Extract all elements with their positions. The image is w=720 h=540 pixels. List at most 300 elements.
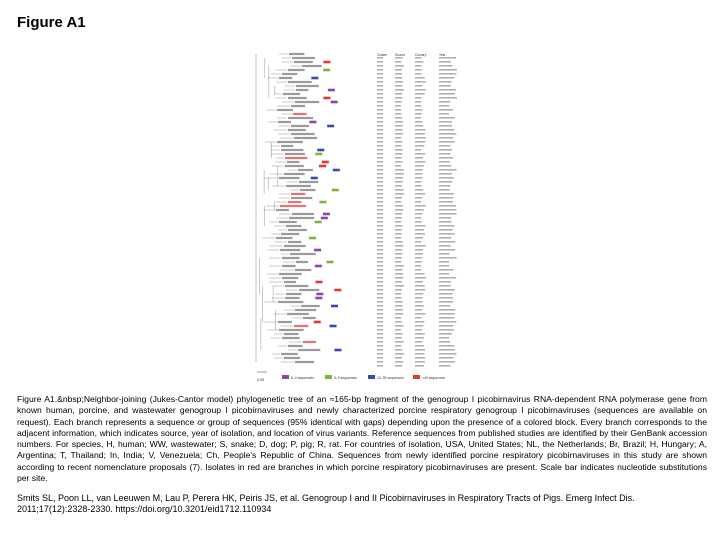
table-cell-mark — [395, 177, 403, 179]
table-cell-mark — [377, 125, 383, 127]
legend-label-red: >40 sequences — [422, 376, 446, 380]
table-cell-mark — [439, 317, 454, 319]
table-cell-mark — [415, 293, 423, 295]
table-cell-mark — [395, 253, 402, 255]
table-cell-mark — [439, 341, 450, 343]
tree-color-blocks — [309, 61, 341, 352]
table-cell-mark — [439, 285, 451, 287]
table-cell-mark — [415, 109, 422, 111]
table-cell-mark — [395, 201, 401, 203]
sequence-count-block — [333, 169, 340, 172]
table-cell-mark — [415, 61, 423, 63]
table-cell-mark — [415, 133, 425, 135]
table-cell-mark — [395, 333, 403, 335]
leaf-label-mark — [285, 157, 307, 159]
table-cell-mark — [415, 137, 426, 139]
sequence-count-block — [315, 221, 322, 224]
table-cell-mark — [415, 177, 422, 179]
sequence-count-block — [309, 237, 316, 240]
table-cell-mark — [377, 277, 383, 279]
table-cell-mark — [415, 357, 425, 359]
table-cell-mark — [395, 305, 403, 307]
leaf-label-mark — [284, 173, 305, 175]
table-cell-mark — [395, 205, 403, 207]
table-cell-mark — [377, 309, 383, 311]
table-cell-mark — [377, 273, 383, 275]
table-cell-mark — [439, 333, 452, 335]
table-cell-mark — [377, 137, 383, 139]
leaf-label-mark — [288, 117, 313, 119]
table-cell-mark — [415, 157, 423, 159]
table-cell-mark — [439, 241, 455, 243]
leaf-label-mark — [285, 297, 299, 299]
table-cell-mark — [415, 265, 421, 267]
table-cell-mark — [415, 153, 425, 155]
table-cell-mark — [415, 97, 421, 99]
table-cell-mark — [439, 305, 450, 307]
table-cell-mark — [377, 269, 383, 271]
leaf-label-mark — [284, 281, 296, 283]
table-cell-mark — [415, 121, 422, 123]
table-cell-mark — [439, 89, 456, 91]
table-cell-mark — [439, 173, 452, 175]
table-cell-mark — [377, 349, 383, 351]
table-cell-mark — [415, 73, 421, 75]
table-cell-mark — [439, 353, 456, 355]
leaf-label-mark — [288, 129, 306, 131]
sequence-count-block — [314, 321, 321, 324]
tree-legend — [282, 375, 445, 380]
table-cell-mark — [395, 325, 403, 327]
sequence-count-block — [330, 325, 337, 328]
leaf-label-mark — [296, 89, 308, 91]
leaf-label-mark — [292, 213, 314, 215]
table-cell-mark — [377, 253, 383, 255]
table-cell-mark — [439, 101, 450, 103]
table-cell-mark — [377, 153, 383, 155]
table-cell-mark — [415, 141, 425, 143]
phylogenetic-tree-figure — [253, 48, 469, 388]
table-cell-mark — [439, 77, 454, 79]
leaf-label-mark — [279, 273, 302, 275]
table-cell-mark — [395, 105, 401, 107]
sequence-count-block — [315, 265, 322, 268]
table-cell-mark — [439, 105, 449, 107]
isolate-info-table — [377, 53, 446, 57]
table-cell-mark — [395, 293, 401, 295]
table-cell-mark — [415, 129, 426, 131]
table-cell-mark — [377, 121, 383, 123]
table-cell-mark — [415, 189, 423, 191]
table-cell-mark — [395, 181, 403, 183]
table-cell-mark — [395, 161, 403, 163]
table-cell-mark — [395, 341, 404, 343]
table-cell-mark — [439, 345, 454, 347]
table-cell-mark — [395, 85, 402, 87]
leaf-label-mark — [288, 97, 307, 99]
table-cell-mark — [395, 117, 402, 119]
table-cell-mark — [439, 197, 453, 199]
leaf-label-mark — [284, 245, 306, 247]
table-cell-mark — [395, 277, 403, 279]
sequence-count-block — [334, 349, 341, 352]
table-cell-mark — [439, 125, 452, 127]
table-cell-mark — [377, 129, 383, 131]
table-cell-mark — [395, 261, 401, 263]
table-cell-mark — [415, 213, 422, 215]
sequence-count-block — [331, 305, 338, 308]
table-cell-mark — [415, 329, 422, 331]
leaf-label-mark — [277, 141, 303, 143]
table-cell-mark — [439, 309, 455, 311]
table-cell-mark — [377, 229, 383, 231]
table-cell-mark — [377, 157, 383, 159]
table-cell-mark — [377, 257, 383, 259]
table-cell-mark — [415, 297, 422, 299]
leaf-label-mark — [291, 197, 312, 199]
table-cell-mark — [377, 189, 383, 191]
tree-leaf-labels — [276, 53, 322, 363]
table-cell-mark — [439, 281, 451, 283]
table-cell-mark — [395, 165, 401, 167]
table-cell-mark — [395, 57, 403, 59]
table-cell-mark — [377, 81, 383, 83]
leaf-label-mark — [284, 333, 299, 335]
table-cell-mark — [415, 241, 421, 243]
table-cell-mark — [439, 165, 451, 167]
table-cell-mark — [395, 353, 404, 355]
leaf-label-mark — [284, 357, 300, 359]
table-cell-mark — [415, 149, 421, 151]
legend-label-blue: 10–39 sequences — [377, 376, 404, 380]
table-cell-mark — [439, 149, 452, 151]
table-cell-mark — [377, 77, 383, 79]
table-cell-mark — [377, 293, 383, 295]
sequence-count-block — [315, 153, 322, 156]
table-cell-mark — [395, 145, 401, 147]
table-cell-mark — [415, 261, 422, 263]
table-cell-mark — [395, 209, 403, 211]
table-cell-mark — [395, 97, 402, 99]
table-cell-mark — [377, 101, 383, 103]
table-cell-mark — [395, 169, 404, 171]
table-cell-mark — [377, 113, 383, 115]
leaf-label-mark — [276, 209, 289, 211]
leaf-label-mark — [285, 165, 304, 167]
table-cell-mark — [395, 365, 402, 367]
leaf-label-mark — [292, 57, 315, 59]
table-cell-mark — [439, 97, 457, 99]
table-cell-mark — [377, 305, 383, 307]
table-cell-mark — [415, 89, 426, 91]
table-cell-mark — [415, 361, 425, 363]
table-cell-mark — [415, 345, 424, 347]
tree-branches — [256, 54, 302, 362]
leaf-label-mark — [288, 201, 301, 203]
table-cell-mark — [377, 57, 383, 59]
table-cell-mark — [377, 297, 383, 299]
table-cell-mark — [395, 321, 402, 323]
table-cell-mark — [439, 249, 455, 251]
leaf-label-mark — [294, 61, 313, 63]
leaf-label-mark — [303, 341, 316, 343]
table-cell-mark — [439, 233, 455, 235]
table-cell-mark — [415, 197, 422, 199]
table-cell-mark — [377, 205, 383, 207]
table-cell-mark — [439, 65, 453, 67]
table-cell-mark — [395, 281, 402, 283]
table-cell-mark — [377, 117, 383, 119]
table-cell-mark — [439, 61, 451, 63]
table-cell-mark — [415, 229, 424, 231]
leaf-label-mark — [300, 189, 315, 191]
table-cell-mark — [439, 321, 456, 323]
table-cell-mark — [415, 325, 423, 327]
table-cell-mark — [415, 257, 422, 259]
table-cell-mark — [395, 157, 402, 159]
table-cell-mark — [395, 221, 401, 223]
leaf-label-mark — [296, 85, 319, 87]
table-cell-mark — [415, 313, 426, 315]
table-cell-mark — [395, 337, 402, 339]
table-cell-mark — [439, 229, 452, 231]
table-cell-mark — [377, 365, 383, 367]
table-cell-mark — [439, 261, 449, 263]
table-cell-mark — [377, 341, 383, 343]
figure-caption: Figure A1.&nbsp;Neighbor-joining (Jukes-Cantor model) phylogenetic tree of an ≈165-bp fragment of the genogroup I picobirnavirus RNA-dependent RNA polymerase gene from known human, porcine, and wastewater genogroup I picobirnaviruses and newly characterized porcine respiratory genogroup I picobirnaviruses (sequences are available on request). Each branch represents a sequence or group of sequences (95% identical with gaps) depending upon the presence of a colored block. Every branch corresponds to the adjacent information, which indicates source, year of isolation, and location of virus variants. Reference sequences from published studies are identified by their GenBank accession numbers. For species, H, human; WW, wastewater; S, snake; D, dog; P, pig; R, rat. For countries of isolation, USA, United States; NL, the Netherlands; Br, Brazil; H, Hungary; A, Argentina; T, Thailand; In, India; V, Venezuela; Ch, People's Republic of China. Sequences from newly identified porcine respiratory picobirnaviruses in this study are shown according to recent nomenclature proposals (7). Isolates in red are branches in which porcine respiratory picobirnaviruses are present. Scale bar indicates nucleotide substitutions per site. — [17, 394, 707, 484]
table-cell-mark — [415, 77, 425, 79]
table-cell-mark — [415, 161, 426, 163]
table-cell-mark — [395, 349, 402, 351]
sequence-count-block — [319, 201, 326, 204]
leaf-label-mark — [298, 169, 313, 171]
table-cell-mark — [439, 269, 454, 271]
tree-svg — [253, 48, 469, 388]
table-cell-mark — [439, 237, 451, 239]
table-cell-mark — [395, 237, 401, 239]
table-cell-mark — [439, 129, 454, 131]
leaf-label-mark — [299, 289, 319, 291]
table-cell-mark — [395, 213, 402, 215]
sequence-count-block — [317, 149, 324, 152]
table-cell-mark — [439, 245, 451, 247]
table-cell-mark — [395, 141, 402, 143]
table-cell-mark — [415, 165, 424, 167]
leaf-label-mark — [279, 221, 297, 223]
table-cell-mark — [415, 81, 426, 83]
table-cell-mark — [415, 333, 425, 335]
table-cell-mark — [439, 225, 454, 227]
table-cell-mark — [377, 289, 383, 291]
table-cell-mark — [415, 217, 421, 219]
table-cell-mark — [395, 65, 404, 67]
table-cell-mark — [377, 261, 383, 263]
table-cell-mark — [439, 213, 457, 215]
leaf-label-mark — [286, 225, 302, 227]
table-cell-mark — [439, 297, 453, 299]
table-cell-mark — [415, 305, 424, 307]
table-cell-mark — [439, 181, 452, 183]
sequence-count-block — [332, 189, 339, 192]
table-cell-mark — [415, 245, 426, 247]
table-cell-mark — [395, 189, 404, 191]
table-cell-mark — [377, 105, 383, 107]
table-cell-mark — [377, 225, 383, 227]
table-cell-mark — [377, 185, 383, 187]
leaf-label-mark — [278, 301, 303, 303]
table-cell-mark — [439, 109, 453, 111]
table-cell-mark — [395, 77, 402, 79]
table-cell-mark — [415, 85, 422, 87]
table-cell-mark — [415, 249, 423, 251]
table-cell-mark — [395, 173, 404, 175]
table-cell-mark — [377, 301, 383, 303]
table-cell-mark — [439, 141, 455, 143]
leaf-label-mark — [295, 361, 314, 363]
table-cell-mark — [415, 225, 425, 227]
table-cell-mark — [439, 85, 451, 87]
table-cell-mark — [377, 213, 383, 215]
table-cell-mark — [395, 153, 402, 155]
leaf-label-mark — [291, 133, 315, 135]
table-cell-mark — [439, 57, 456, 59]
sequence-count-block — [321, 217, 328, 220]
table-cell-mark — [377, 93, 383, 95]
leaf-label-mark — [282, 257, 300, 259]
table-cell-mark — [415, 181, 422, 183]
table-cell-mark — [439, 265, 449, 267]
table-cell-mark — [415, 277, 426, 279]
table-cell-mark — [439, 153, 450, 155]
leaf-label-mark — [291, 125, 309, 127]
table-cell-mark — [439, 121, 452, 123]
leaf-label-mark — [280, 249, 300, 251]
table-cell-mark — [439, 133, 456, 135]
legend-swatch-blue — [368, 375, 375, 379]
table-cell-mark — [415, 285, 425, 287]
sequence-count-block — [323, 61, 330, 64]
table-header-source: Source — [395, 53, 406, 57]
sequence-count-block — [315, 297, 322, 300]
table-cell-mark — [415, 125, 423, 127]
legend-swatch-red — [413, 375, 420, 379]
table-cell-mark — [395, 109, 401, 111]
table-cell-mark — [439, 273, 449, 275]
leaf-label-mark — [278, 121, 291, 123]
table-cell-mark — [415, 173, 422, 175]
leaf-label-mark — [279, 329, 304, 331]
leaf-label-mark — [281, 353, 298, 355]
table-cell-mark — [395, 357, 402, 359]
table-cell-mark — [395, 301, 403, 303]
table-cell-mark — [395, 101, 402, 103]
table-cell-mark — [395, 81, 403, 83]
table-cell-mark — [415, 185, 421, 187]
table-cell-mark — [395, 113, 401, 115]
table-cell-mark — [439, 69, 457, 71]
table-cell-mark — [415, 337, 424, 339]
leaf-label-mark — [288, 241, 301, 243]
leaf-label-mark — [282, 337, 300, 339]
table-cell-mark — [377, 141, 383, 143]
table-cell-mark — [395, 233, 402, 235]
table-cell-mark — [415, 57, 421, 59]
table-cell-mark — [439, 209, 456, 211]
table-cell-mark — [377, 221, 383, 223]
table-cell-mark — [377, 201, 383, 203]
leaf-label-mark — [290, 253, 316, 255]
table-cell-mark — [395, 345, 401, 347]
table-cell-mark — [439, 293, 453, 295]
table-cell-mark — [439, 145, 450, 147]
table-cell-mark — [377, 329, 383, 331]
table-cell-mark — [439, 193, 454, 195]
sequence-count-block — [326, 261, 333, 264]
sequence-count-block — [323, 69, 330, 72]
table-cell-mark — [415, 365, 424, 367]
table-cell-mark — [395, 129, 402, 131]
table-cell-mark — [395, 125, 403, 127]
leaf-label-mark — [278, 321, 292, 323]
table-cell-mark — [415, 105, 421, 107]
table-cell-mark — [415, 353, 424, 355]
table-cell-mark — [395, 225, 403, 227]
table-cell-mark — [395, 265, 404, 267]
leaf-label-mark — [288, 229, 307, 231]
table-cell-mark — [377, 313, 383, 315]
table-cell-mark — [439, 365, 450, 367]
table-cell-mark — [377, 337, 383, 339]
table-cell-mark — [439, 113, 449, 115]
table-cell-mark — [377, 145, 383, 147]
leaf-label-mark — [299, 181, 318, 183]
table-cell-mark — [377, 353, 383, 355]
table-cell-mark — [395, 193, 404, 195]
table-cell-mark — [439, 201, 453, 203]
sequence-count-block — [328, 89, 335, 92]
sequence-count-block — [327, 125, 334, 128]
table-cell-mark — [439, 313, 455, 315]
table-cell-mark — [439, 277, 456, 279]
table-cell-mark — [439, 253, 450, 255]
leaf-label-mark — [280, 205, 306, 207]
table-cell-mark — [415, 281, 423, 283]
sequence-count-block — [316, 293, 323, 296]
table-cell-mark — [377, 197, 383, 199]
table-cell-mark — [439, 117, 455, 119]
table-cell-mark — [377, 345, 383, 347]
table-cell-mark — [395, 149, 403, 151]
leaf-label-mark — [279, 77, 292, 79]
table-cell-mark — [377, 357, 383, 359]
table-cell-mark — [439, 361, 455, 363]
table-cell-mark — [439, 177, 454, 179]
table-cell-mark — [377, 317, 383, 319]
leaf-label-mark — [287, 161, 299, 163]
table-cell-mark — [395, 257, 402, 259]
table-cell-mark — [415, 321, 424, 323]
table-cell-mark — [395, 241, 403, 243]
table-cell-mark — [377, 181, 383, 183]
table-cell-mark — [439, 349, 455, 351]
table-cell-mark — [415, 253, 423, 255]
sequence-count-block — [331, 101, 338, 104]
table-cell-mark — [415, 349, 425, 351]
table-cell-mark — [439, 301, 453, 303]
sequence-count-block — [323, 97, 330, 100]
table-cell-mark — [439, 157, 453, 159]
table-cell-mark — [377, 109, 383, 111]
